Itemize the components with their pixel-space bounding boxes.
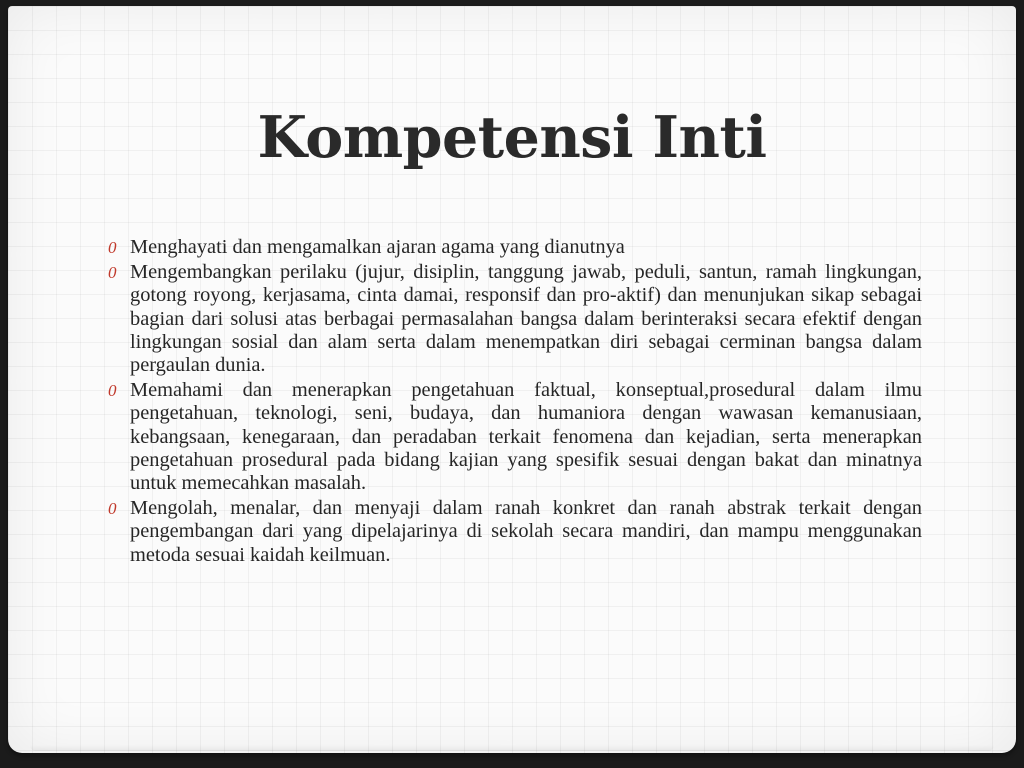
bullet-item xyxy=(108,497,922,567)
slide-title: Kompetensi Inti xyxy=(257,104,767,171)
page-bottom-edge xyxy=(30,745,994,751)
bullet-text: Menghayati dan mengamalkan ajaran agama yang dianutnya xyxy=(130,236,625,258)
bullet-marker-icon: 0 xyxy=(108,381,117,401)
bullet-item xyxy=(108,236,922,259)
bullet-marker-icon: 0 xyxy=(108,499,117,519)
bullet-list xyxy=(108,236,922,569)
bullet-marker-icon: 0 xyxy=(108,263,117,283)
bullet-item xyxy=(108,379,922,495)
bullet-marker-icon: 0 xyxy=(108,238,117,257)
bullet-text: Memahami dan menerapkan pengetahuan faktual, konseptual,prosedural dalam ilmu pengetahuan, teknologi, seni, budaya, dan humaniora dengan wawasan kemanusiaan, kebangsaan, kenegaraan, dan peradaban terkait fenomena dan kejadian, serta menerapkan pengetahuan prosedural pada bidang kajian yang spesifik sesuai dengan bakat dan minatnya untuk memecahkan masalah. xyxy=(130,379,922,495)
bullet-item xyxy=(108,261,922,377)
bullet-text: Mengolah, menalar, dan menyaji dalam ranah konkret dan ranah abstrak terkait dengan pengembangan dari yang dipelajarinya di sekolah secara mandiri, dan mampu menggunakan metoda sesuai kaidah keilmuan. xyxy=(130,497,922,566)
slide-page xyxy=(8,6,1016,753)
bullet-text: Mengembangkan perilaku (jujur, disiplin, tanggung jawab, peduli, santun, ramah lingkungan, gotong royong, kerjasama, cinta damai, responsif dan pro-aktif) dan menunjukan sikap sebagai bagian dari solusi atas berbagai permasalahan bangsa dalam berinteraksi secara efektif dengan lingkungan sosial dan alam serta dalam menempatkan diri sebagai cerminan bangsa dalam pergaulan dunia. xyxy=(130,261,922,377)
